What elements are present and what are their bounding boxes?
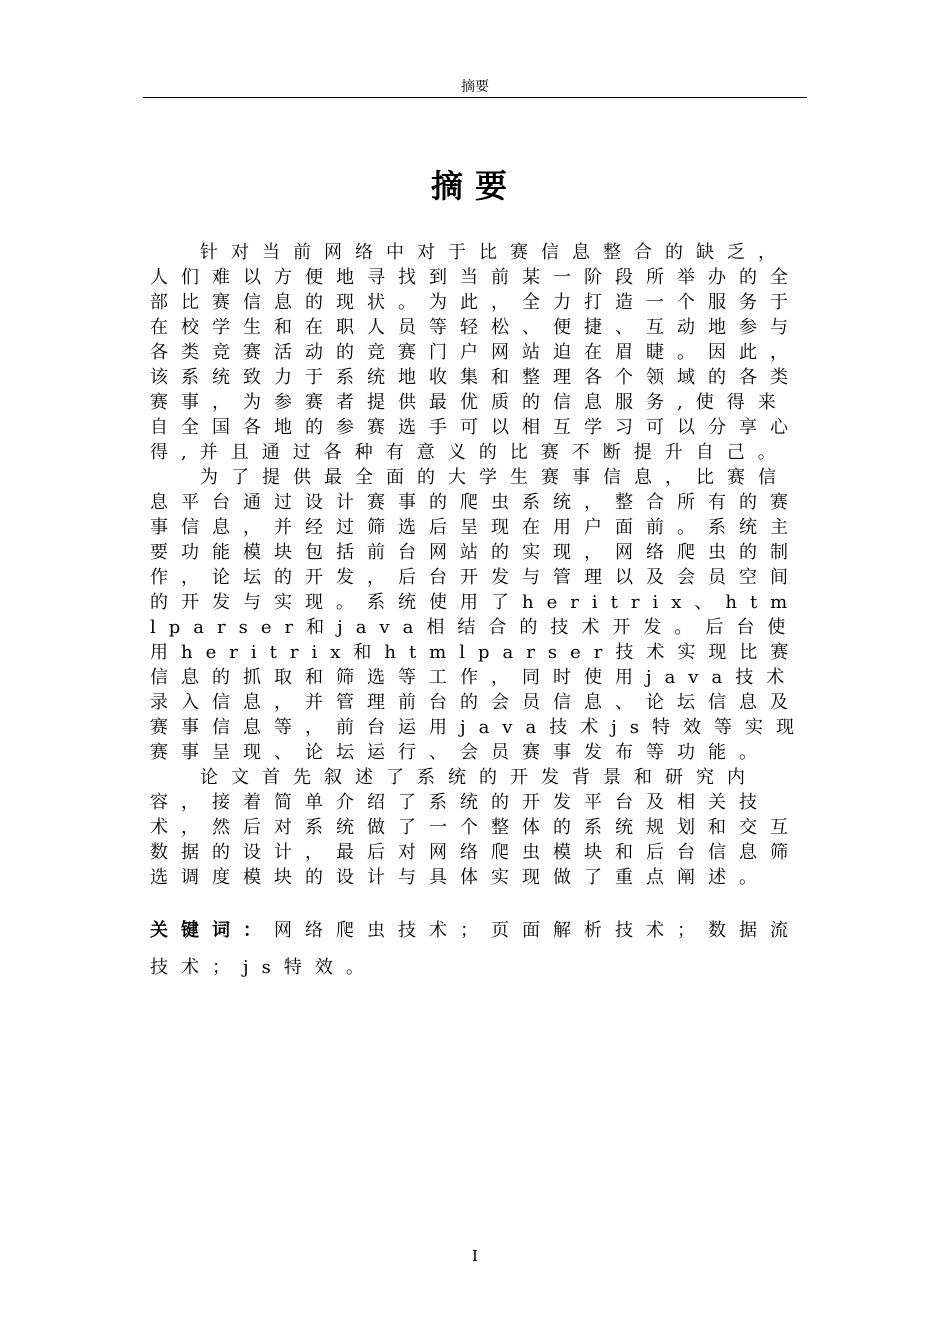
keywords-line xyxy=(150,912,816,986)
abstract-paragraph-2: 为了提供最全面的大学生赛事信息，比赛信息平台通过设计赛事的爬虫系统，整合所有的赛事信息，并经过筛选后呈现在用户面前。系统主要功能模块包括前台网站的实现，网络爬虫的制作，论坛的开发，后台开发与管理以及会员空间的开发与实现。系统使用了heritrix、htmlparser和java相结合的技术开发。后台使用heritrix和htmlparser技术实现比赛信息的抓取和筛选等工作，同时使用java技术录入信息，并管理前台的会员信息、论坛信息及赛事信息等，前台运用java技术js特效等实现赛事呈现、论坛运行、会员赛事发布等功能。 xyxy=(150,467,808,763)
header-rule xyxy=(143,97,807,98)
keywords-text: 网络爬虫技术；页面解析技术；数据流技术；js特效。 xyxy=(150,920,801,978)
running-header: 摘要 xyxy=(461,79,489,95)
abstract-paragraph-3: 论文首先叙述了系统的开发背景和研究内容，接着简单介绍了系统的开发平台及相关技术，然后对系统做了一个整体的系统规划和交互数据的设计，最后对网络爬虫模块和后台信息筛选调度模块的设计与具体实现做了重点阐述。 xyxy=(150,767,801,888)
abstract-body xyxy=(150,240,816,986)
keywords-label: 关键词： xyxy=(150,920,274,941)
page-title: 摘要 xyxy=(430,167,519,205)
abstract-paragraph-1: 针对当前网络中对于比赛信息整合的缺乏，人们难以方便地寻找到当前某一阶段所举办的全部比赛信息的现状。为此，全力打造一个服务于在校学生和在职人员等轻松、便捷、互动地参与各类竞赛活动的竞赛门户网站迫在眉睫。因此，该系统致力于系统地收集和整理各个领域的各类赛事，为参赛者提供最优质的信息服务,使得来自全国各地的参赛选手可以相互学习可以分享心得,并且通过各种有意义的比赛不断提升自己。 xyxy=(150,242,801,463)
page-number: I xyxy=(472,1247,478,1265)
